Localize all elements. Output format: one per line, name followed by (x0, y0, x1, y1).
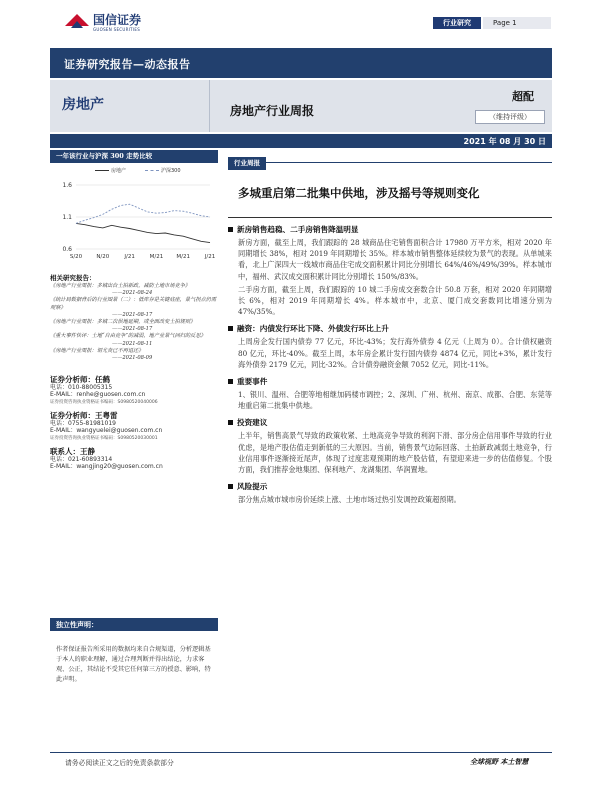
related-date: ——2021-08-09 (112, 355, 153, 362)
x-tick-label: N/20 (96, 254, 110, 260)
rating-label: 超配 (512, 90, 534, 103)
chart-title: 一年该行业与沪深 300 走势比较 (50, 150, 218, 163)
related-title: 《重大事件快评：土地“自由竞争”的减弱，地产业景气回归的反思》 (50, 333, 206, 340)
section-heading (228, 417, 552, 428)
legend-item-hs300 (145, 167, 181, 174)
bullet-icon (228, 420, 233, 425)
industry-cell (50, 80, 210, 132)
section-heading (228, 376, 552, 387)
related-title: 《房地产行业周报：多城出台土拍新政，减防土地市场竞争》 (50, 283, 191, 289)
x-tick-label: M/21 (176, 254, 191, 260)
contact-name: 联系人：王静 (50, 447, 95, 457)
date-strip (50, 134, 552, 148)
section-financing (228, 323, 552, 370)
section-sales (228, 224, 552, 317)
related-reports (50, 283, 218, 362)
series-line-0 (76, 223, 210, 242)
related-title: 《房地产行业周报：谓尤炎已不再退还》 (50, 347, 144, 354)
section-heading-text: 融资：内债发行环比下降、外债发行环比上升 (237, 324, 389, 334)
related-date: ——2021-08-17 (112, 311, 153, 318)
logo-text: 国信证券 (93, 13, 142, 27)
paragraph: 部分焦点城市城市房价延续上涨、土地市场过热引发调控政策超预期。 (238, 495, 461, 505)
footer-divider (50, 752, 552, 753)
report-type: 证券研究报告—动态报告 (64, 58, 191, 71)
analyst-email[interactable]: E-MAIL：renhe@guosen.com.cn (50, 391, 146, 399)
section-heading-text: 重要事件 (237, 377, 268, 387)
paragraph: 二手房方面，截至上周，我们跟踪的 10 城二手房成交套数合计 50.8 万套，相对 2020 年同期增长 6%，相对 2019 年同期增长 4%。样本城市中，北京、厦门成交套数同比增速分别为 47%/35%。 (238, 284, 552, 317)
related-item[interactable] (50, 348, 218, 362)
rating-badge: （维持评级） (475, 110, 545, 124)
trend-chart (50, 163, 218, 271)
x-tick-label: J/21 (204, 254, 216, 260)
page-number: Page 1 (483, 17, 551, 29)
title-divider (228, 217, 552, 218)
section-tag: 行业周报 (228, 157, 266, 170)
related-date: ——2021-08-24 (112, 290, 153, 297)
related-title: 《统计局数据背后的行业图景（二）：低库存是关键底座，景气拐点仍需观察》 (50, 297, 217, 311)
related-item[interactable] (50, 319, 218, 333)
legend-label: 房地产 (111, 168, 127, 174)
analyst-license: 证券投资咨询执业资格证书编码：S0980520030001 (50, 435, 158, 441)
x-tick-label: S/20 (69, 254, 83, 260)
related-item[interactable] (50, 333, 218, 347)
bullet-icon (228, 379, 233, 384)
related-date: ——2021-08-17 (112, 326, 153, 333)
main-content (228, 150, 552, 505)
legend-label: 沪深300 (161, 168, 181, 174)
section-investment (228, 417, 552, 475)
section-events (228, 376, 552, 411)
legend-item-realestate (95, 167, 126, 174)
paragraph: 上半年，销售高景气导致的政策收紧、土地高竞争导致的利润下滑、部分房企信用事件导致的行业优虑，是地产股估值走到新低的三大原因。当前，销售景气边际回落、土拍新政减弱土地竞争，行业信用事件逐渐接近尾声，体现了过度悲观预期的地产股估值，有望迎来进一步的估值修复。个股方面，我们推荐金地集团、保利地产、龙湖集团、华润置地。 (238, 431, 552, 475)
analyst-phone: 电话：010-88005315 (50, 383, 113, 391)
related-date: ——2021-08-11 (112, 340, 153, 347)
related-item[interactable] (50, 297, 218, 319)
section-risk (228, 481, 552, 505)
report-date: 2021 年 08 月 30 日 (463, 137, 546, 146)
y-tick-label: 1.1 (62, 214, 72, 221)
footer-disclaimer: 请务必阅读正文之后的免责条款部分 (65, 759, 174, 767)
chart-svg (50, 163, 218, 271)
contact-phone: 电话：021-60893314 (50, 455, 113, 463)
article-title: 多城重启第二批集中供地，涉及摇号等规则变化 (238, 186, 480, 200)
header-category-tag: 行业研究 (433, 17, 481, 29)
analyst-phone: 电话：0755-81981019 (50, 419, 116, 427)
y-tick-label: 0.6 (62, 246, 72, 253)
related-heading: 相关研究报告： (50, 274, 96, 282)
section-heading (228, 481, 552, 492)
company-logo (63, 10, 159, 36)
legend-swatch-solid (95, 170, 109, 171)
statement-body: 作者保证报告所采用的数据均来自合规渠道，分析逻辑基于本人的职业理解，通过合理判断并得出结论，力求客观、公正，其结论不受其它任何第三方的授意、影响，特此声明。 (56, 646, 211, 683)
industry-name: 房地产 (62, 97, 104, 113)
analyst-name: 证券分析师：王粤雷 (50, 411, 118, 421)
bullet-icon (228, 484, 233, 489)
bullet-icon (228, 326, 233, 331)
x-tick-label: J/21 (124, 254, 135, 260)
bullet-icon (228, 227, 233, 232)
x-tick-label: M/21 (149, 254, 164, 260)
independence-statement (50, 618, 218, 685)
analyst-contacts (50, 376, 218, 471)
footer-slogan: 全球视野 本土智慧 (470, 757, 529, 766)
section-heading-text: 新房销售趋稳、二手房销售降温明显 (237, 225, 359, 234)
related-title: 《房地产行业周报：多城二次供地延期，或全面改变土拍规则》 (50, 319, 196, 326)
analyst-name: 证券分析师：任鹤 (50, 375, 110, 385)
logo-subtext: GUOSEN SECURITIES (93, 27, 141, 32)
section-heading (228, 323, 552, 334)
sidebar (50, 150, 218, 471)
analyst-email[interactable]: E-MAIL：wangyuelei@guosen.com.cn (50, 427, 163, 435)
contact-email[interactable]: E-MAIL：wangjing20@guosen.com.cn (50, 463, 163, 471)
paragraph: 1、银川、温州、合肥等地相继加码楼市调控；2、深圳、广州、杭州、南京、成都、合肥、东莞等地重启第二批集中供地。 (238, 390, 552, 411)
logo-mark-icon (63, 12, 91, 30)
y-tick-label: 1.6 (62, 182, 72, 189)
section-heading-text: 投资建议 (237, 418, 268, 428)
report-title: 房地产行业周报 (230, 104, 315, 118)
section-heading (228, 224, 552, 235)
legend-swatch-dashed (145, 170, 159, 171)
paragraph: 上周房企发行国内债券 77 亿元，环比-43%；发行海外债券 4 亿元（上周为 0）。合计债权融资 80 亿元，环比-40%。截至上周，本年房企累计发行国内债券 4874 亿元，同比+3%，累计发行海外债券 2179 亿元，同比-32%。合计债券融资金额 7052 亿元，同比-11%。 (238, 337, 552, 369)
analyst-license: 证券投资咨询执业资格证书编码：S0980520040006 (50, 399, 158, 405)
report-banner (50, 48, 552, 78)
paragraph: 新房方面，截至上周，我们跟踪的 28 城商品住宅销售面积合计 17980 万平方米，相对 2020 年同期增长 38%，相对 2019 年同期增长 35%。样本城市销售整体延续较为景气的表现。从单城来看，北上广深四大一线城市商品住宅成交面积累计同比分别增长 64%/46%/49%/39%。样本城市中，福州、武汉成交面积累计同比分别增长 150%/83%。 (238, 238, 552, 281)
title-band (50, 80, 552, 132)
series-line-1 (76, 204, 210, 223)
section-heading-text: 风险提示 (237, 482, 268, 492)
statement-heading: 独立性声明： (50, 618, 218, 631)
section-tag-bar (228, 150, 552, 167)
related-item[interactable] (50, 283, 218, 297)
